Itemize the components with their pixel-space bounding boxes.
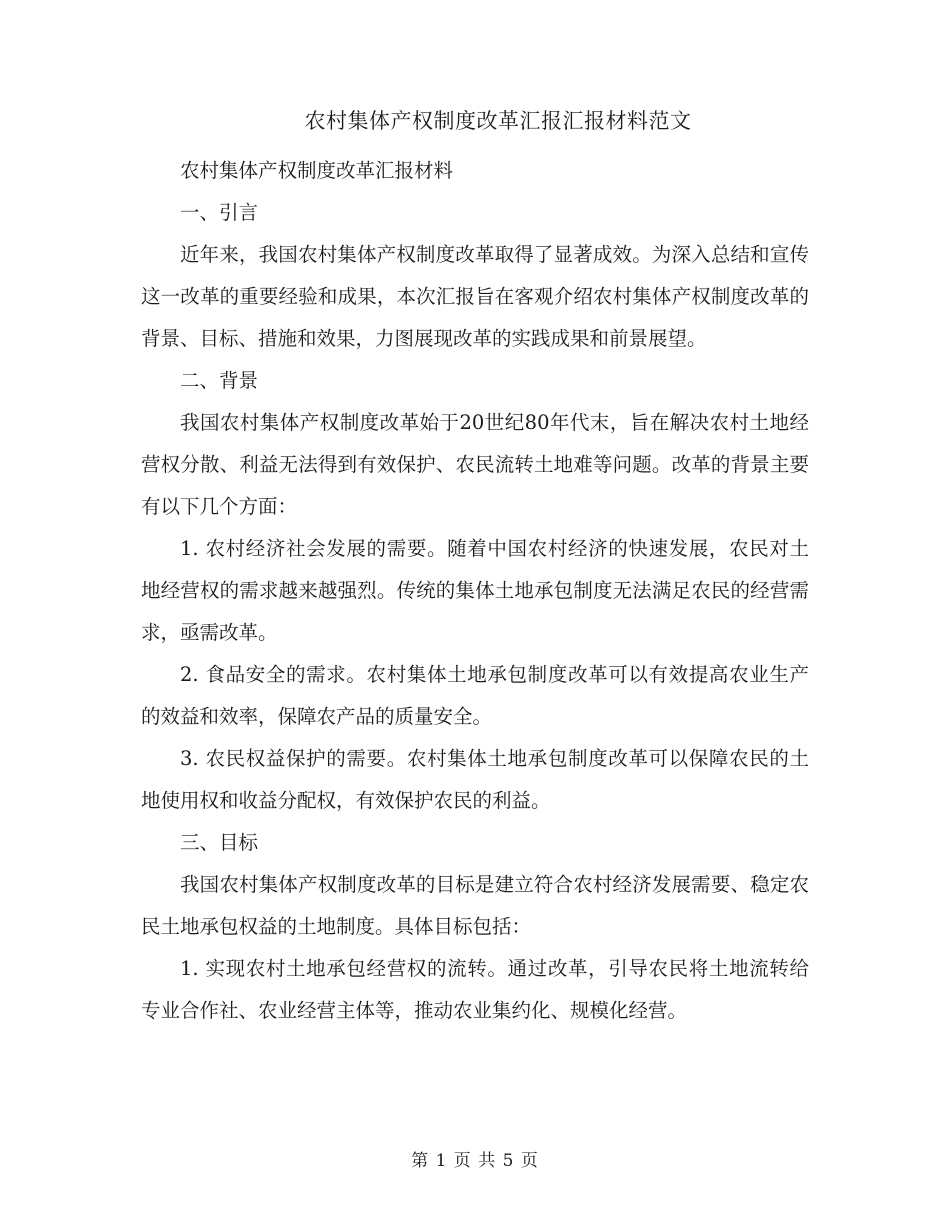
section-heading-goals: 三、目标 xyxy=(180,831,259,854)
list-item: 2. 食品安全的需求。农村集体土地承包制度改革可以有效提高农业生产的效益和效率，保障农产品的质量安全。 xyxy=(141,663,809,728)
page-number-footer: 第 1 页 共 5 页 xyxy=(411,1151,539,1171)
list-item: 1. 农村经济社会发展的需要。随着中国农村经济的快速发展，农民对土地经营权的需求越来越强烈。传统的集体土地承包制度无法满足农民的经营需求，亟需改革。 xyxy=(141,537,809,644)
section-heading-background: 二、背景 xyxy=(180,369,259,392)
paragraph: 我国农村集体产权制度改革的目标是建立符合农村经济发展需要、稳定农民土地承包权益的土地制度。具体目标包括： xyxy=(141,873,809,938)
paragraph: 近年来，我国农村集体产权制度改革取得了显著成效。为深入总结和宣传这一改革的重要经验和成果，本次汇报旨在客观介绍农村集体产权制度改革的背景、目标、措施和效果，力图展现改革的实践成果和前景展望。 xyxy=(141,243,809,350)
paragraph: 我国农村集体产权制度改革始于20世纪80年代末，旨在解决农村土地经营权分散、利益无法得到有效保护、农民流转土地难等问题。改革的背景主要有以下几个方面： xyxy=(141,411,809,518)
list-item: 1. 实现农村土地承包经营权的流转。通过改革，引导农民将土地流转给专业合作社、农业经营主体等，推动农业集约化、规模化经营。 xyxy=(141,957,809,1022)
paragraph-subtitle: 农村集体产权制度改革汇报材料 xyxy=(180,159,454,182)
list-item: 3. 农民权益保护的需要。农村集体土地承包制度改革可以保障农民的土地使用权和收益分配权，有效保护农民的利益。 xyxy=(141,747,809,812)
document-title: 农村集体产权制度改革汇报汇报材料范文 xyxy=(304,109,692,133)
section-heading-introduction: 一、引言 xyxy=(180,201,259,224)
document-body xyxy=(141,150,809,1032)
